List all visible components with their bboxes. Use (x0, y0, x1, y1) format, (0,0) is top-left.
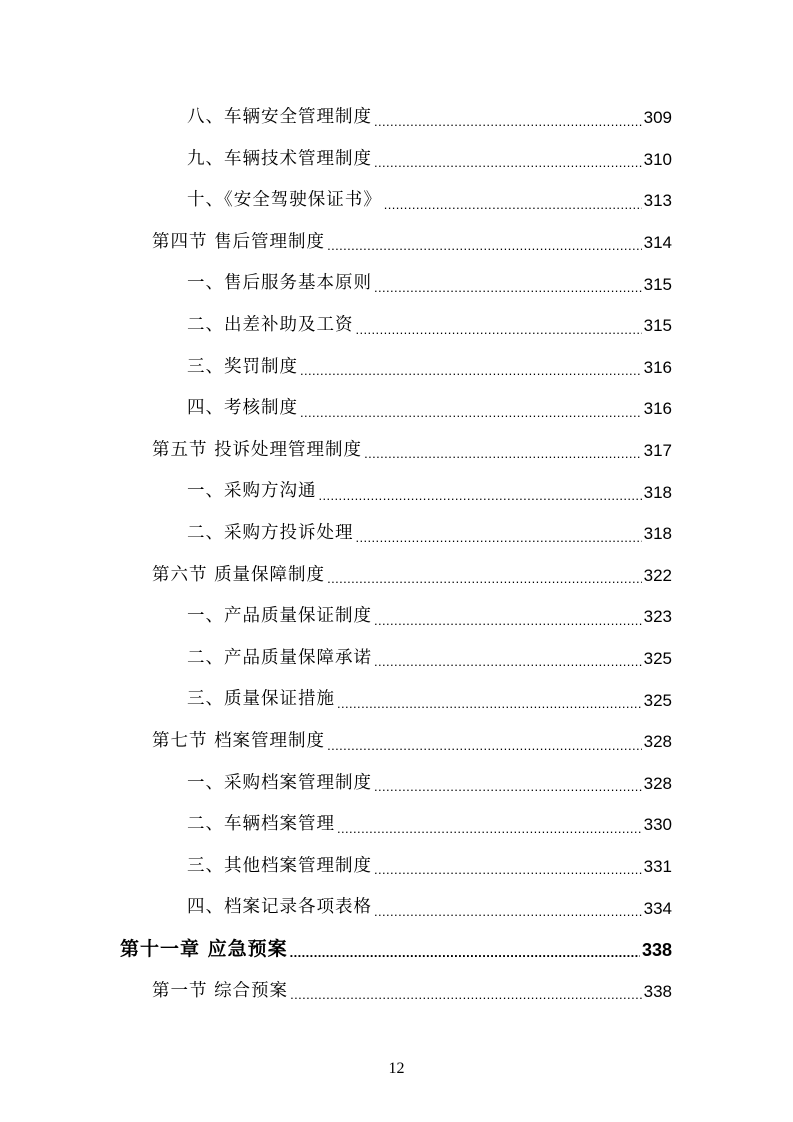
toc-dot-leader (300, 364, 642, 388)
toc-entry-page-number: 317 (643, 441, 672, 461)
toc-dot-leader (374, 780, 642, 804)
toc-entry-label: 八、车辆安全管理制度 (187, 107, 372, 128)
toc-dot-leader (374, 863, 642, 887)
toc-entry-page-number: 330 (643, 815, 672, 835)
toc-dot-leader (356, 531, 642, 555)
toc-entry-page-number: 316 (643, 357, 672, 377)
toc-entry-page-number: 314 (643, 233, 672, 253)
toc-entry-label: 一、采购档案管理制度 (187, 772, 372, 793)
toc-chapter-entry[interactable] (0, 929, 793, 971)
toc-entry-page-number: 310 (643, 149, 672, 169)
toc-subsection-entry[interactable] (0, 471, 793, 513)
toc-entry-label: 二、车辆档案管理 (187, 814, 335, 835)
toc-dot-leader (374, 115, 642, 139)
toc-entry-label: 三、奖罚制度 (187, 356, 298, 377)
table-of-contents (0, 97, 793, 1012)
toc-entry-label: 十、《安全驾驶保证书》 (187, 190, 382, 211)
toc-section-entry[interactable] (0, 721, 793, 763)
toc-entry-page-number: 325 (643, 649, 672, 669)
toc-entry-page-number: 316 (643, 399, 672, 419)
toc-subsection-entry[interactable] (0, 139, 793, 181)
toc-entry-label: 二、出差补助及工资 (187, 315, 354, 336)
toc-section-entry[interactable] (0, 970, 793, 1012)
toc-entry-label: 第七节 档案管理制度 (152, 730, 326, 751)
toc-entry-label: 二、采购方投诉处理 (187, 522, 354, 543)
toc-subsection-entry[interactable] (0, 887, 793, 929)
toc-section-entry[interactable] (0, 430, 793, 472)
toc-dot-leader (319, 489, 642, 513)
toc-dot-leader (364, 447, 642, 471)
toc-dot-leader (356, 323, 642, 347)
toc-dot-leader (374, 156, 642, 180)
toc-dot-leader (374, 905, 642, 929)
toc-dot-leader (337, 697, 642, 721)
toc-dot-leader (327, 572, 642, 596)
toc-entry-label: 一、采购方沟通 (187, 481, 317, 502)
toc-subsection-entry[interactable] (0, 305, 793, 347)
toc-entry-label: 第四节 售后管理制度 (152, 231, 326, 252)
toc-entry-label: 一、售后服务基本原则 (187, 273, 372, 294)
toc-subsection-entry[interactable] (0, 263, 793, 305)
toc-dot-leader (290, 946, 640, 970)
toc-entry-label: 第六节 质量保障制度 (152, 564, 326, 585)
toc-subsection-entry[interactable] (0, 804, 793, 846)
toc-entry-page-number: 328 (643, 773, 672, 793)
toc-entry-label: 二、产品质量保障承诺 (187, 647, 372, 668)
toc-dot-leader (374, 281, 642, 305)
toc-subsection-entry[interactable] (0, 596, 793, 638)
toc-dot-leader (290, 988, 642, 1012)
page-number: 12 (388, 1060, 405, 1077)
toc-section-entry[interactable] (0, 222, 793, 264)
toc-entry-label: 三、质量保证措施 (187, 689, 335, 710)
toc-entry-page-number: 331 (643, 856, 672, 876)
toc-entry-label: 四、档案记录各项表格 (187, 897, 372, 918)
toc-dot-leader (327, 239, 642, 263)
toc-subsection-entry[interactable] (0, 97, 793, 139)
toc-entry-page-number: 323 (643, 607, 672, 627)
toc-dot-leader (327, 739, 642, 763)
toc-subsection-entry[interactable] (0, 513, 793, 555)
toc-entry-page-number: 328 (643, 732, 672, 752)
toc-entry-page-number: 318 (643, 524, 672, 544)
toc-entry-page-number: 338 (643, 981, 672, 1001)
toc-dot-leader (374, 614, 642, 638)
toc-dot-leader (337, 822, 642, 846)
toc-entry-label: 三、其他档案管理制度 (187, 855, 372, 876)
toc-section-entry[interactable] (0, 555, 793, 597)
toc-entry-label: 四、考核制度 (187, 398, 298, 419)
toc-entry-page-number: 318 (643, 482, 672, 502)
toc-subsection-entry[interactable] (0, 763, 793, 805)
toc-entry-page-number: 313 (643, 191, 672, 211)
toc-subsection-entry[interactable] (0, 347, 793, 389)
toc-entry-label: 九、车辆技术管理制度 (187, 148, 372, 169)
toc-subsection-entry[interactable] (0, 679, 793, 721)
toc-subsection-entry[interactable] (0, 846, 793, 888)
toc-subsection-entry[interactable] (0, 638, 793, 680)
toc-entry-label: 第一节 综合预案 (152, 980, 289, 1001)
toc-dot-leader (384, 198, 642, 222)
toc-entry-page-number: 325 (643, 690, 672, 710)
toc-entry-page-number: 315 (643, 316, 672, 336)
toc-entry-label: 第五节 投诉处理管理制度 (152, 439, 363, 460)
toc-entry-page-number: 334 (643, 898, 672, 918)
toc-entry-page-number: 338 (641, 939, 672, 960)
toc-dot-leader (300, 406, 642, 430)
toc-entry-page-number: 322 (643, 565, 672, 585)
toc-subsection-entry[interactable] (0, 388, 793, 430)
toc-subsection-entry[interactable] (0, 180, 793, 222)
toc-entry-page-number: 315 (643, 274, 672, 294)
toc-dot-leader (374, 655, 642, 679)
toc-entry-page-number: 309 (643, 108, 672, 128)
toc-entry-label: 一、产品质量保证制度 (187, 606, 372, 627)
toc-entry-label: 第十一章 应急预案 (120, 938, 288, 961)
